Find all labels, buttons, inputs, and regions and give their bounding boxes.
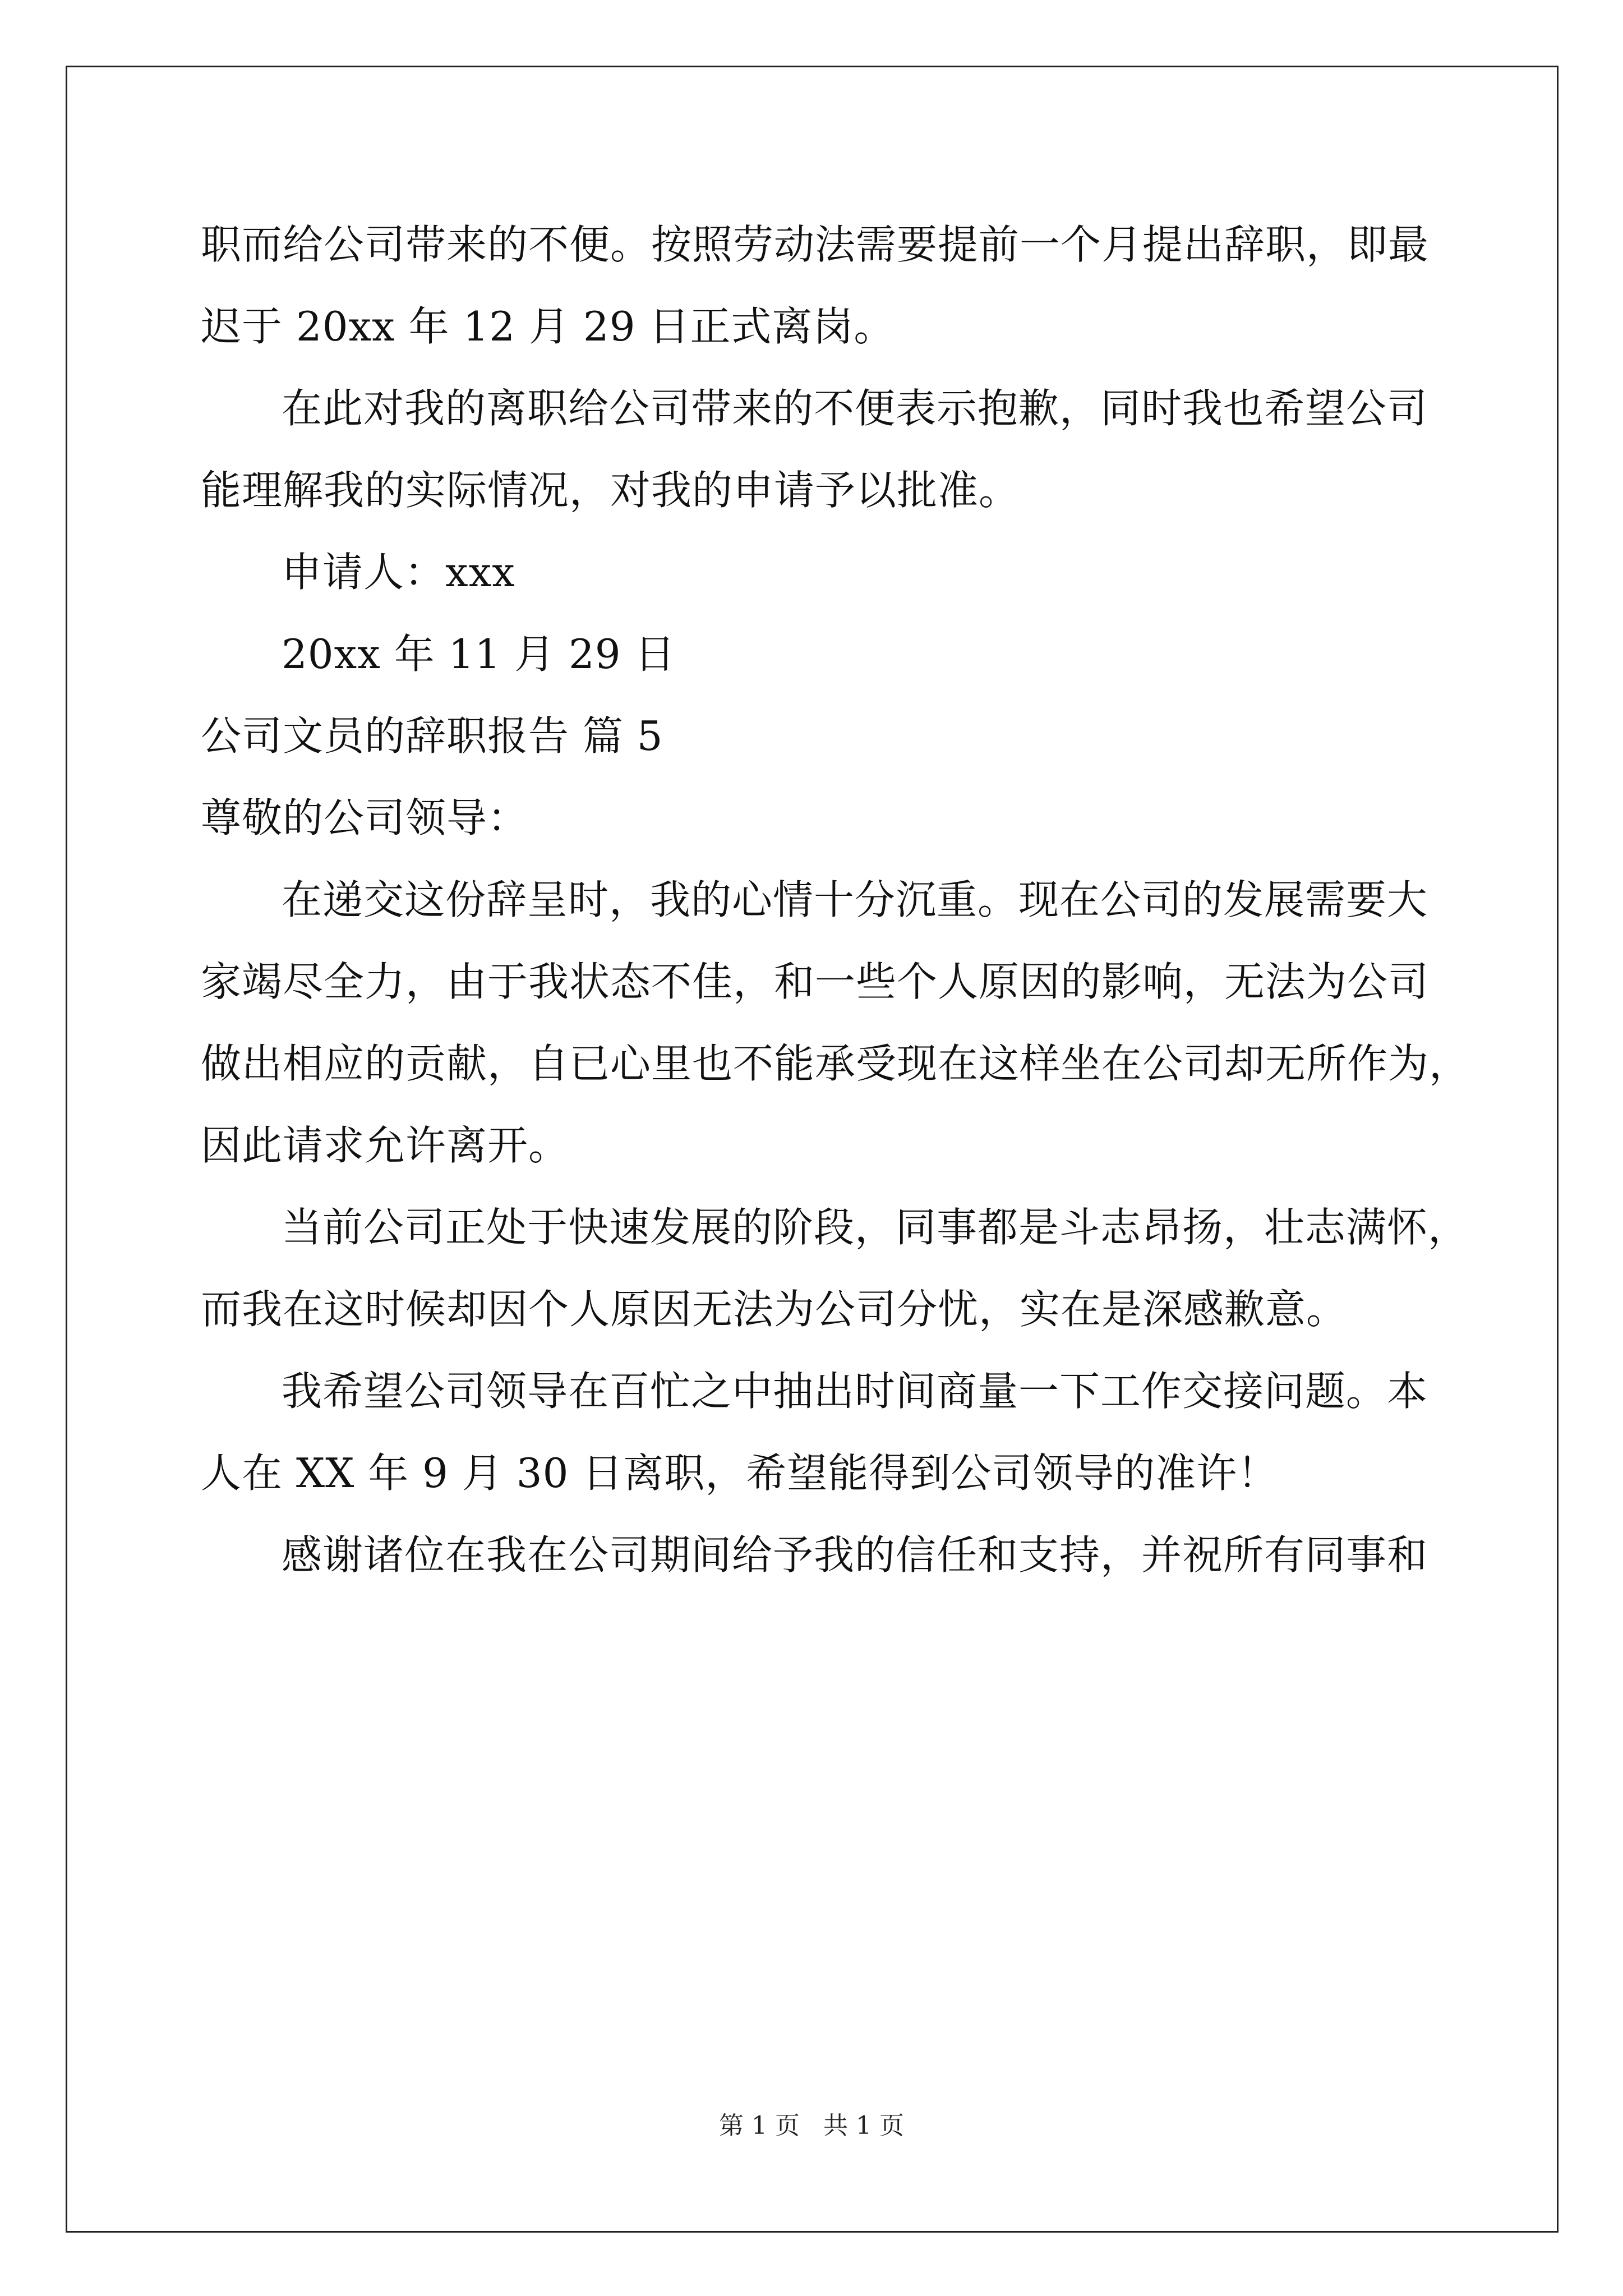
date-line: 20xx 年 11 月 29 日 bbox=[282, 631, 676, 678]
text-line-4: 能理解我的实际情况，对我的申请予以批准。 bbox=[201, 467, 1020, 514]
text-line-3: 在此对我的离职给公司带来的不便表示抱歉，同时我也希望公司 bbox=[282, 385, 1428, 432]
text-line-12: 因此请求允许离开。 bbox=[201, 1122, 570, 1169]
applicant-line: 申请人：xxx bbox=[282, 549, 515, 596]
page-number-footer: 第 1 页 共 1 页 bbox=[719, 2111, 904, 2140]
document-body bbox=[201, 204, 1470, 1596]
text-line-11: 做出相应的贡献，自已心里也不能承受现在这样坐在公司却无所作为， bbox=[201, 1040, 1470, 1087]
text-line-2: 迟于 20xx 年 12 月 29 日正式离岗。 bbox=[201, 303, 895, 350]
text-line-13: 当前公司正处于快速发展的阶段，同事都是斗志昂扬，壮志满怀， bbox=[282, 1204, 1469, 1251]
text-line-1: 职而给公司带来的不便。按照劳动法需要提前一个月提出辞职，即最 bbox=[201, 221, 1430, 268]
text-line-16: 人在 XX 年 9 月 30 日离职，希望能得到公司领导的准许！ bbox=[201, 1450, 1279, 1497]
text-line-9: 在递交这份辞呈时，我的心情十分沉重。现在公司的发展需要大 bbox=[282, 876, 1428, 923]
text-line-10: 家竭尽全力，由于我状态不佳，和一些个人原因的影响，无法为公司 bbox=[201, 958, 1430, 1005]
salutation: 尊敬的公司领导： bbox=[201, 794, 529, 841]
text-line-14: 而我在这时候却因个人原因无法为公司分忧，实在是深感歉意。 bbox=[201, 1286, 1348, 1333]
text-line-17: 感谢诸位在我在公司期间给予我的信任和支持，并祝所有同事和 bbox=[282, 1531, 1428, 1579]
text-line-15: 我希望公司领导在百忙之中抽出时间商量一下工作交接问题。本 bbox=[282, 1368, 1428, 1415]
section-heading: 公司文员的辞职报告 篇 5 bbox=[201, 712, 663, 760]
